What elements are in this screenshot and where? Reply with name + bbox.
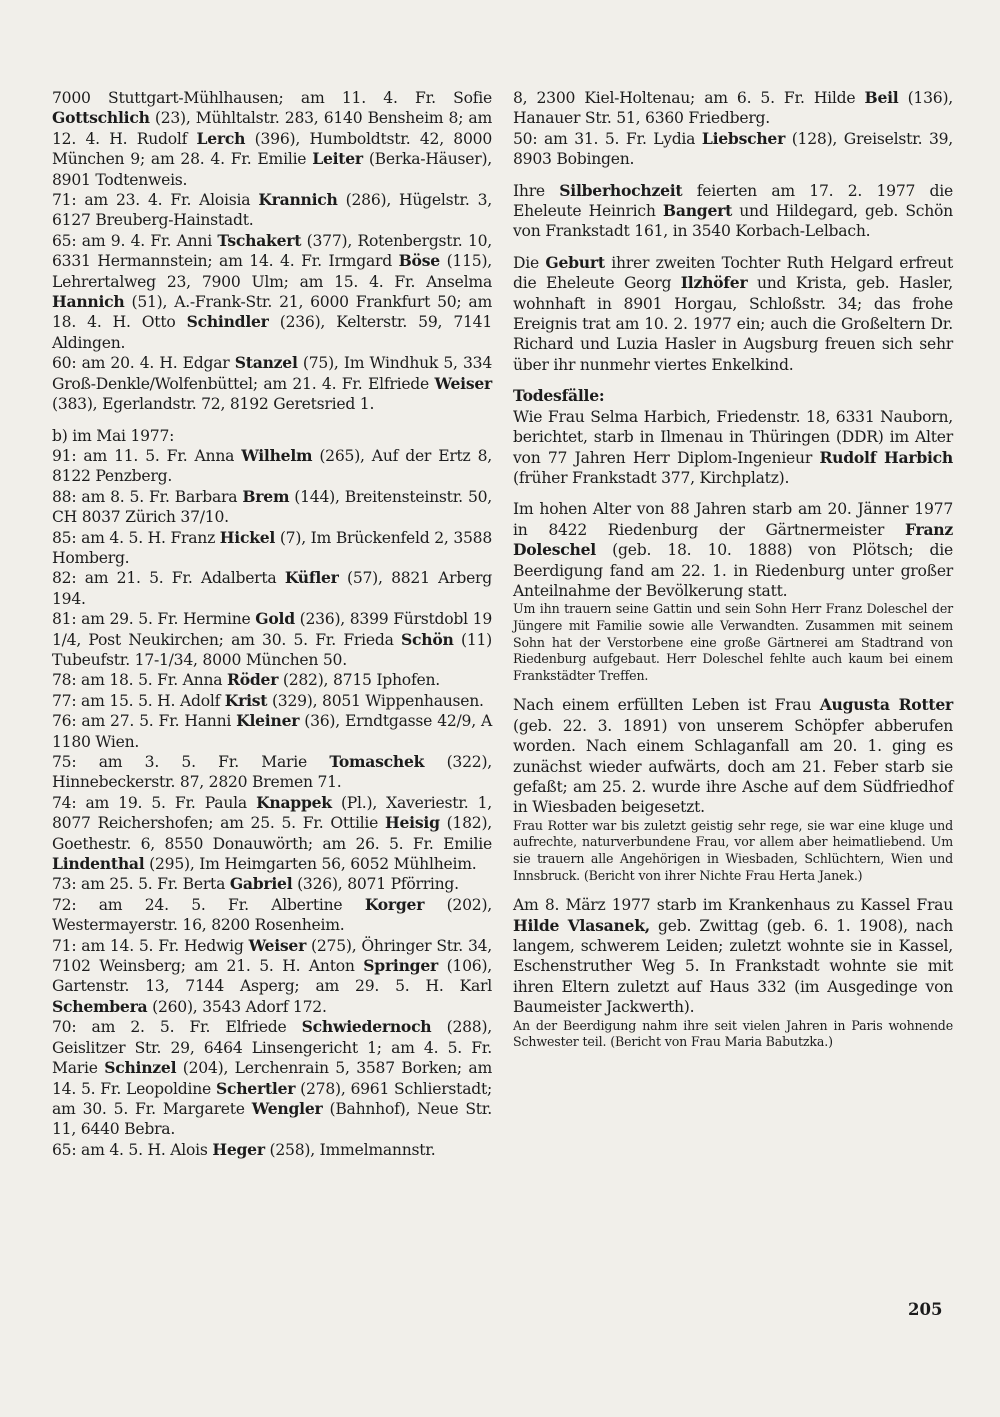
entry-paragraph bbox=[52, 711, 492, 752]
text-span: 60: am 20. 4. H. Edgar bbox=[52, 354, 235, 373]
bold-name: Wengler bbox=[251, 1098, 323, 1118]
text-span: Um ihn trauern seine Gattin und sein Sohn Herr Franz Doleschel der Jüngere mit Familie sowie alle Verwandten. Zusammen mit seinem Sohn hat der Verstorbene eine große Gärtnerei am Stadtrand von Riedenburg aufgebaut. Herr Doleschel fehlte auch kaum bei einem Frankstädter Treffen. bbox=[513, 601, 953, 683]
bold-name: Hannich bbox=[52, 292, 125, 312]
entry-paragraph bbox=[52, 190, 492, 231]
text-span: Ihre bbox=[513, 181, 560, 200]
bold-name: Heger bbox=[212, 1139, 265, 1159]
entry-paragraph bbox=[513, 181, 953, 242]
text-span: (326), 8071 Pförring. bbox=[292, 875, 459, 894]
bold-name: Franz Doleschel bbox=[513, 519, 953, 560]
text-span: (265), Auf der Ertz 8, 8122 Penzberg. bbox=[52, 446, 492, 486]
bold-name: Böse bbox=[398, 251, 440, 271]
text-span: (früher Frankstadt 377, Kirchplatz). bbox=[513, 468, 790, 487]
text-span: 81: am 29. 5. Fr. Hermine bbox=[52, 610, 256, 629]
entry-paragraph bbox=[52, 752, 492, 793]
bold-name: Gottschlich bbox=[52, 108, 150, 128]
text-span: 91: am 11. 5. Fr. Anna bbox=[52, 446, 242, 465]
text-span: (278), 6961 Schlierstadt; am 30. 5. Fr. Margarete bbox=[52, 1079, 492, 1118]
entry-paragraph bbox=[52, 487, 492, 528]
bold-name: Krannich bbox=[258, 190, 338, 210]
bold-name: Schön bbox=[401, 629, 454, 649]
bold-name: Tomaschek bbox=[329, 752, 425, 771]
text-span: (329), 8051 Wippenhausen. bbox=[267, 691, 484, 710]
text-span: 76: am 27. 5. Fr. Hanni bbox=[52, 712, 237, 731]
paragraph-gap bbox=[513, 242, 953, 253]
text-span: 65: am 9. 4. Fr. Anni bbox=[52, 231, 218, 250]
small-note-paragraph bbox=[513, 601, 953, 684]
bold-name: Schwiedernoch bbox=[301, 1017, 432, 1037]
text-span: 7000 Stuttgart-Mühlhausen; am 11. 4. Fr. Sofie bbox=[52, 89, 492, 107]
text-span: (geb. 22. 3. 1891) von unserem Schöpfer abberufen worden. Nach einem Schlaganfall am 20. 1. ging es zunächst wieder aufwärts, doch am 21. Feber starb sie gefaßt; am 25. 2. wurde ihre Asche auf dem Südfriedhof in Wiesbaden beigesetzt. bbox=[513, 716, 953, 817]
entry-paragraph bbox=[52, 691, 492, 711]
text-span: (11) Tubeufstr. 17-1/34, 8000 München 50. bbox=[52, 630, 492, 669]
text-span: (128), Greiselstr. 39, 8903 Bobingen. bbox=[513, 129, 953, 169]
text-span: 71: am 23. 4. Fr. Aloisia bbox=[52, 191, 259, 210]
entry-paragraph bbox=[52, 426, 492, 446]
bold-name: Hickel bbox=[219, 527, 276, 547]
bold-name: Heisig bbox=[385, 813, 440, 833]
entry-paragraph bbox=[52, 1140, 492, 1160]
text-span: (236), Kelterstr. 59, 7141 Aldingen. bbox=[52, 313, 492, 352]
text-span: 72: am 24. 5. Fr. Albertine bbox=[52, 895, 365, 914]
text-span: und Hildegard, geb. Schön von Frankstadt 161, in 3540 Korbach-Lelbach. bbox=[513, 202, 953, 241]
text-span: (396), Humboldtstr. 42, 8000 München 9; am 28. 4. Fr. Emilie bbox=[52, 129, 492, 169]
text-span: (260), 3543 Adorf 172. bbox=[147, 997, 327, 1016]
entry-paragraph bbox=[52, 353, 492, 414]
text-span: (182), Goethestr. 6, 8550 Donauwörth; am 26. 5. Fr. Emilie bbox=[52, 814, 492, 853]
entry-paragraph bbox=[52, 936, 492, 1018]
entry-paragraph bbox=[52, 568, 492, 609]
bold-name: Knappek bbox=[256, 792, 332, 812]
entry-paragraph bbox=[513, 499, 953, 601]
bold-name: Kleiner bbox=[236, 711, 300, 731]
bold-name: Tschakert bbox=[217, 230, 302, 250]
bold-name: Wilhelm bbox=[241, 445, 313, 465]
entry-paragraph bbox=[513, 88, 953, 129]
bold-name: Schinzel bbox=[104, 1058, 177, 1078]
bold-name: Augusta Rotter bbox=[819, 695, 953, 715]
text-span: Frau Rotter war bis zuletzt geistig sehr rege, sie war eine kluge und aufrechte, naturverbundene Frau, vor allem aber heimatliebend. Um sie trauern alle Angehörigen in Wiesbaden, Schlüchtern, Wien und Innsbruck. (Bericht von ihrer Nichte Frau Herta Janek.) bbox=[513, 817, 953, 883]
text-span: b) im Mai 1977: bbox=[52, 426, 175, 445]
text-span: (202), Westermayerstr. 16, 8200 Rosenheim. bbox=[52, 895, 492, 935]
text-span: (23), Mühltalstr. 283, 6140 Bensheim 8; am 12. 4. H. Rudolf bbox=[52, 109, 492, 148]
text-span: (258), Immelmannstr. bbox=[264, 1140, 436, 1159]
text-span: (136), Hanauer Str. 51, 6360 Friedberg. bbox=[513, 89, 953, 128]
entry-paragraph bbox=[513, 895, 953, 1017]
text-span: 65: am 4. 5. H. Alois bbox=[52, 1140, 213, 1159]
bold-name: Springer bbox=[363, 956, 438, 976]
text-span: An der Beerdigung nahm ihre seit vielen Jahren in Paris wohnende Schwester teil. (Bericht von Frau Maria Babutzka.) bbox=[513, 1017, 953, 1050]
bold-name: Schindler bbox=[186, 312, 269, 332]
entry-paragraph bbox=[513, 253, 953, 375]
bold-name: Geburt bbox=[545, 252, 605, 272]
paragraph-gap bbox=[513, 488, 953, 499]
text-span: (144), Breitensteinstr. 50, CH 8037 Zürich 37/10. bbox=[52, 487, 493, 527]
text-span: (115), Lehrertalweg 23, 7900 Ulm; am 15. 4. Fr. Anselma bbox=[52, 252, 492, 291]
bold-name: Schembera bbox=[52, 996, 148, 1016]
paragraph-gap bbox=[513, 170, 953, 181]
small-note-paragraph bbox=[513, 1018, 953, 1051]
entry-paragraph bbox=[52, 88, 492, 190]
text-span: (322), Hinnebeckerstr. 87, 2820 Bremen 71. bbox=[52, 753, 492, 792]
text-span: (geb. 18. 10. 1888) von Plötsch; die Beerdigung fand am 22. 1. in Riedenburg unter großer Anteilnahme der Bevölkerung statt. bbox=[513, 541, 953, 600]
text-span: Die bbox=[513, 253, 546, 272]
text-span: (286), Hügelstr. 3, 6127 Breuberg-Hainstadt. bbox=[52, 191, 492, 230]
entry-paragraph bbox=[52, 528, 492, 569]
text-span: 77: am 15. 5. H. Adolf bbox=[52, 691, 225, 710]
bold-name: Silberhochzeit bbox=[559, 180, 683, 200]
text-span: und Krista, geb. Hasler, wohnhaft in 8901 Horgau, Schloßstr. 34; das frohe Ereignis trat am 10. 2. 1977 ein; auch die Großeltern Dr. Richard und Luzia Hasler in Augsburg freuen sich sehr über ihr nunmehr viertes Enkelkind. bbox=[513, 274, 953, 374]
text-span: (Bahnhof), Neue Str. 11, 6440 Bebra. bbox=[52, 1099, 492, 1139]
section-heading: Todesfälle: bbox=[513, 386, 605, 406]
bold-name: Weiser bbox=[434, 373, 492, 393]
text-span: Nach einem erfüllten Leben ist Frau bbox=[513, 696, 820, 715]
bold-name: Röder bbox=[227, 670, 279, 690]
text-span: (57), 8821 Arberg 194. bbox=[52, 569, 492, 608]
entry-paragraph bbox=[52, 895, 492, 936]
text-span: 85: am 4. 5. H. Franz bbox=[52, 528, 220, 547]
bold-name: Rudolf Harbich bbox=[819, 447, 953, 467]
entry-paragraph bbox=[513, 695, 953, 817]
text-span: (236), 8399 Fürstdobl 19 1/4, Post Neukirchen; am 30. 5. Fr. Frieda bbox=[52, 610, 492, 649]
left-column bbox=[52, 88, 492, 1160]
text-span: Wie Frau Selma Harbich, Friedenstr. 18, 6331 Nauborn, berichtet, starb in Ilmenau in Thüringen (DDR) im Alter von 77 Jahren Herr Diplom-Ingenieur bbox=[513, 407, 953, 467]
entry-paragraph bbox=[52, 231, 492, 353]
bold-name: Küfler bbox=[284, 568, 339, 588]
text-span: 73: am 25. 5. Fr. Berta bbox=[52, 875, 230, 894]
bold-name: Leiter bbox=[312, 149, 363, 169]
text-span: (Berka-Häuser), 8901 Todtenweis. bbox=[52, 150, 492, 189]
text-span: Am 8. März 1977 starb im Krankenhaus zu Kassel Frau bbox=[513, 896, 953, 915]
text-span: geb. Zwittag (geb. 6. 1. 1908), nach langem, schwerem Leiden; zuletzt wohnte sie in Kassel, Eschenstruther Weg 5. In Frankstadt wohnte sie mit ihren Eltern zuletzt auf Haus 332 (im Ausgedinge von Baumeister Jackwerth). bbox=[513, 916, 953, 1017]
entry-paragraph bbox=[52, 874, 492, 894]
text-span: 8, 2300 Kiel-Holtenau; am 6. 5. Fr. Hilde bbox=[513, 89, 865, 107]
bold-name: Liebscher bbox=[701, 128, 786, 148]
entry-paragraph bbox=[513, 407, 953, 489]
entry-paragraph bbox=[52, 793, 492, 875]
paragraph-gap bbox=[513, 684, 953, 695]
text-span: 71: am 14. 5. Fr. Hedwig bbox=[52, 936, 249, 955]
text-span: (7), Im Brückenfeld 2, 3588 Homberg. bbox=[52, 528, 493, 567]
bold-name: Korger bbox=[364, 894, 425, 914]
text-span: (295), Im Heimgarten 56, 6052 Mühlheim. bbox=[144, 855, 477, 874]
bold-name: Ilzhöfer bbox=[680, 273, 748, 293]
entry-paragraph bbox=[52, 1017, 492, 1139]
bold-name: Krist bbox=[224, 690, 268, 710]
entry-paragraph bbox=[52, 670, 492, 690]
text-span: 75: am 3. 5. Fr. Marie bbox=[52, 753, 330, 771]
bold-name: Gold bbox=[255, 609, 295, 629]
bold-name: Gabriel bbox=[229, 874, 293, 894]
text-span: feierten am 17. 2. 1977 die Eheleute Heinrich bbox=[513, 181, 954, 221]
text-span: (377), Rotenbergstr. 10, 6331 Hermannstein; am 14. 4. Fr. Irmgard bbox=[52, 231, 492, 271]
bold-name: Brem bbox=[242, 486, 290, 506]
text-span: (275), Öhringer Str. 34, 7102 Weinsberg; am 21. 5. H. Anton bbox=[52, 936, 493, 976]
text-span: (383), Egerlandstr. 72, 8192 Geretsried 1. bbox=[52, 395, 375, 414]
entry-paragraph bbox=[52, 446, 492, 487]
entry-paragraph bbox=[52, 609, 492, 670]
text-span: (36), Erndtgasse 42/9, A 1180 Wien. bbox=[52, 712, 492, 751]
bold-name: Bangert bbox=[662, 201, 733, 221]
paragraph-gap bbox=[513, 375, 953, 386]
text-span: 50: am 31. 5. Fr. Lydia bbox=[513, 129, 702, 148]
bold-name: Weiser bbox=[248, 935, 307, 955]
right-column bbox=[513, 88, 953, 1051]
text-span: (288), Geislitzer Str. 29, 6464 Linsengericht 1; am 4. 5. Fr. Marie bbox=[52, 1018, 492, 1078]
paragraph-gap bbox=[513, 884, 953, 895]
text-span: (75), Im Windhuk 5, 334 Groß-Denkle/Wolfenbüttel; am 21. 4. Fr. Elfriede bbox=[52, 354, 493, 393]
bold-name: Beil bbox=[864, 88, 899, 107]
text-span: 82: am 21. 5. Fr. Adalberta bbox=[52, 569, 285, 588]
bold-name: Lindenthal bbox=[52, 854, 145, 874]
page-number: 205 bbox=[908, 1300, 943, 1319]
entry-paragraph bbox=[513, 129, 953, 170]
text-span: 74: am 19. 5. Fr. Paula bbox=[52, 793, 257, 812]
text-span: 78: am 18. 5. Fr. Anna bbox=[52, 671, 228, 690]
text-span: ihrer zweiten Tochter Ruth Helgard erfreut die Eheleute Georg bbox=[513, 253, 953, 293]
bold-name: Schertler bbox=[215, 1078, 296, 1098]
text-span: (282), 8715 Iphofen. bbox=[278, 671, 440, 690]
text-span: (106), Gartenstr. 13, 7144 Asperg; am 29. 5. H. Karl bbox=[52, 957, 492, 996]
paragraph-gap bbox=[52, 415, 492, 426]
text-span: 88: am 8. 5. Fr. Barbara bbox=[52, 487, 243, 506]
text-span: (51), A.-Frank-Str. 21, 6000 Frankfurt 50; am 18. 4. H. Otto bbox=[52, 293, 492, 332]
small-note-paragraph bbox=[513, 818, 953, 884]
bold-name: Hilde Vlasanek, bbox=[513, 915, 650, 935]
text-span: (Pl.), Xaveriestr. 1, 8077 Reichershofen; am 25. 5. Fr. Ottilie bbox=[52, 793, 492, 833]
text-span: 70: am 2. 5. Fr. Elfriede bbox=[52, 1018, 302, 1037]
text-span: (204), Lerchenrain 5, 3587 Borken; am 14. 5. Fr. Leopoldine bbox=[52, 1059, 493, 1098]
bold-name: Lerch bbox=[196, 128, 246, 148]
text-span: Im hohen Alter von 88 Jahren starb am 20. Jänner 1977 in 8422 Riedenburg der Gärtnermeister bbox=[513, 500, 953, 539]
bold-name: Stanzel bbox=[234, 353, 298, 373]
